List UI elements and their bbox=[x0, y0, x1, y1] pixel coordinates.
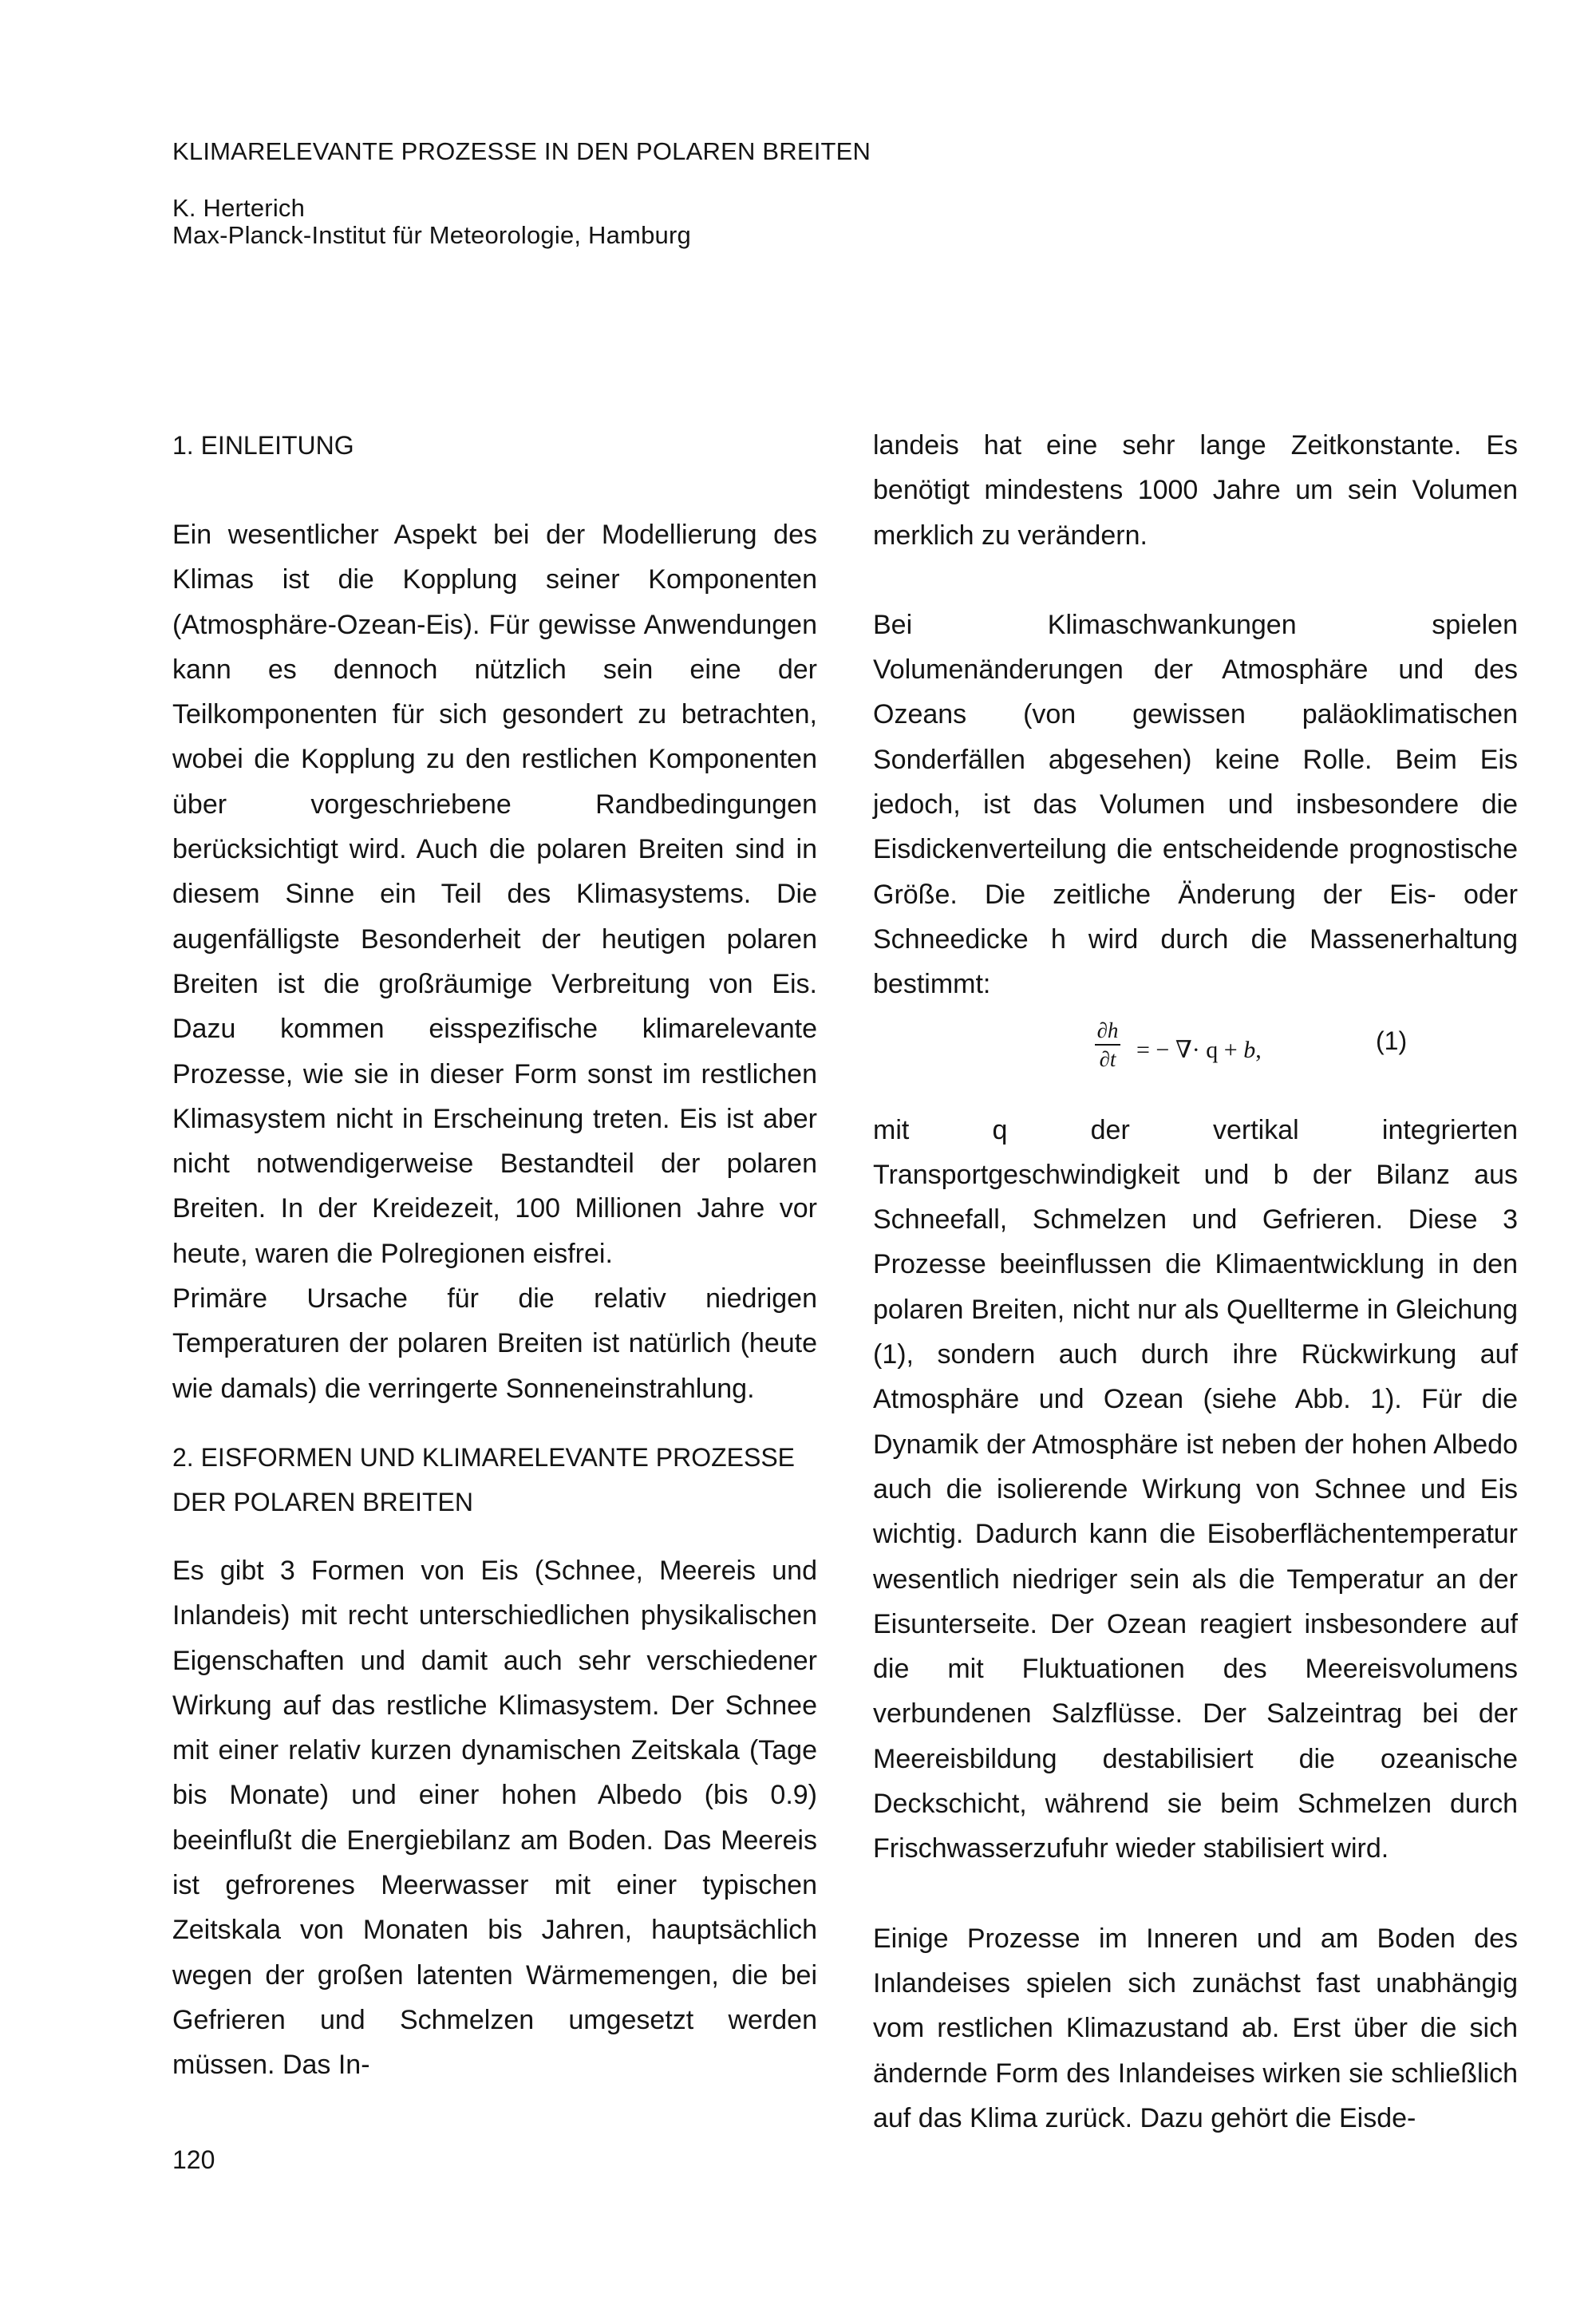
section-1-paragraph-2: Primäre Ursache für die relativ niedrigen Temperaturen der polaren Breiten ist natürlich (heute wie damals) die verringerte Sonneneinstrahlung. bbox=[172, 1283, 817, 1404]
fraction-denominator: ∂t bbox=[1099, 1046, 1116, 1071]
right-paragraph-2: Bei Klimaschwankungen spielen Volumenänderungen der Atmosphäre und des Ozeans (von gewissen paläoklimatischen Sonderfällen abgesehen) keine Rolle. Beim Eis jedoch, ist das Volumen und insbesondere die Eisdickenverteilung die entscheidende prognostische Größe. Die zeitliche Änderung der Eis- oder Schneedicke h wird durch die Massenerhaltung bestimmt: bbox=[873, 609, 1518, 1000]
left-column bbox=[172, 423, 817, 2088]
section-1-paragraph-1: Ein wesentlicher Aspekt bei der Modellierung des Klimas ist die Kopplung seiner Komponenten (Atmosphäre-Ozean-Eis). Für gewisse Anwendungen kann es dennoch nützlich sein eine der Teilkomponenten für sich gesondert zu betrachten, wobei die Kopplung zu den restlichen Komponenten über vorgeschriebene Randbedingungen berücksichtigt wird. Auch die polaren Breiten sind in diesem Sinne ein Teil des Klimasystems. Die augenfälligste Besonderheit der heutigen polaren Breiten ist die großräumige Verbreitung von Eis. Dazu kommen eisspezifische klimarelevante Prozesse, wie sie in dieser Form sonst im restlichen Klimasystem nicht in Erscheinung treten. Eis ist aber nicht notwendigerweise Bestandteil der polaren Breiten. In der Kreidezeit, 100 Millionen Jahre vor heute, waren die Polregionen eisfrei. bbox=[172, 520, 817, 1269]
fraction-numerator: ∂h bbox=[1096, 1018, 1119, 1042]
right-paragraph-1: landeis hat eine sehr lange Zeitkonstante. Es benötigt mindestens 1000 Jahre um sein Volumen merklich zu verändern. bbox=[873, 430, 1518, 551]
right-paragraph-3: mit q der vertikal integrierten Transportgeschwindigkeit und b der Bilanz aus Schneefall, Schmelzen und Gefrieren. Diese 3 Prozesse beeinflussen die Klimaentwicklung in den polaren Breiten, nicht nur als Quellterme in Gleichung (1), sondern auch durch ihre Rückwirkung auf Atmosphäre und Ozean (siehe Abb. 1). Für die Dynamik der Atmosphäre ist neben der hohen Albedo auch die isolierende Wirkung von Schnee und Eis wichtig. Dadurch kann die Eisoberflächentemperatur wesentlich niedriger sein als die Temperatur an der Eisunterseite. Der Ozean reagiert insbesondere auf die mit Fluktuationen des Meereisvolumens verbundenen Salzflüsse. Der Salzeintrag bei der Meereisbildung destabilisiert die ozeanische Deckschicht, während sie beim Schmelzen durch Frischwasserzufuhr wieder stabilisiert wird. bbox=[873, 1114, 1518, 1864]
right-paragraph-4: Einige Prozesse im Inneren und am Boden des Inlandeises spielen sich zunächst fast unabhängig vom restlichen Klimazustand ab. Erst über die sich ändernde Form des Inlandeises wirken sie schließlich auf das Klima zurück. Dazu gehört die Eisde- bbox=[873, 1923, 1518, 2133]
right-column bbox=[873, 423, 1518, 2141]
fraction-bar bbox=[1095, 1044, 1120, 1046]
equation-rhs-prefix: = − ∇· q + bbox=[1136, 1036, 1244, 1063]
equation-right-hand-side bbox=[1136, 1028, 1262, 1073]
author-affiliation: Max-Planck-Institut für Meteorologie, Hamburg bbox=[172, 221, 691, 249]
section-2-heading-line-2: DER POLAREN BREITEN bbox=[172, 1487, 473, 1516]
equation-rhs-suffix: , bbox=[1255, 1036, 1262, 1063]
paper-title: KLIMARELEVANTE PROZESSE IN DEN POLAREN BREITEN bbox=[172, 137, 871, 165]
section-2-paragraph-1: Es gibt 3 Formen von Eis (Schnee, Meereis und Inlandeis) mit recht unterschiedlichen physikalischen Eigenschaften und damit auch sehr verschiedener Wirkung auf das restliche Klimasystem. Der Schnee mit einer relativ kurzen dynamischen Zeitskala (Tage bis Monate) und einer hohen Albedo (bis 0.9) beeinflußt die Energiebilanz am Boden. Das Meereis ist gefrorenes Meerwasser mit einer typischen Zeitskala von Monaten bis Jahren, hauptsächlich wegen der großen latenten Wärmemengen, die bei Gefrieren und Schmelzen umgesetzt werden müssen. Das In- bbox=[172, 1555, 817, 2081]
equation-1 bbox=[873, 1010, 1518, 1100]
equation-number: (1) bbox=[1376, 1026, 1408, 1055]
section-1-heading: 1. EINLEITUNG bbox=[172, 431, 354, 460]
page-number: 120 bbox=[172, 2145, 215, 2174]
partial-derivative-fraction bbox=[1095, 1018, 1120, 1071]
section-2-heading-line-1: 2. EISFORMEN UND KLIMARELEVANTE PROZESSE bbox=[172, 1442, 796, 1472]
author-name: K. Herterich bbox=[172, 194, 306, 222]
equation-rhs-variable: b bbox=[1243, 1036, 1256, 1063]
